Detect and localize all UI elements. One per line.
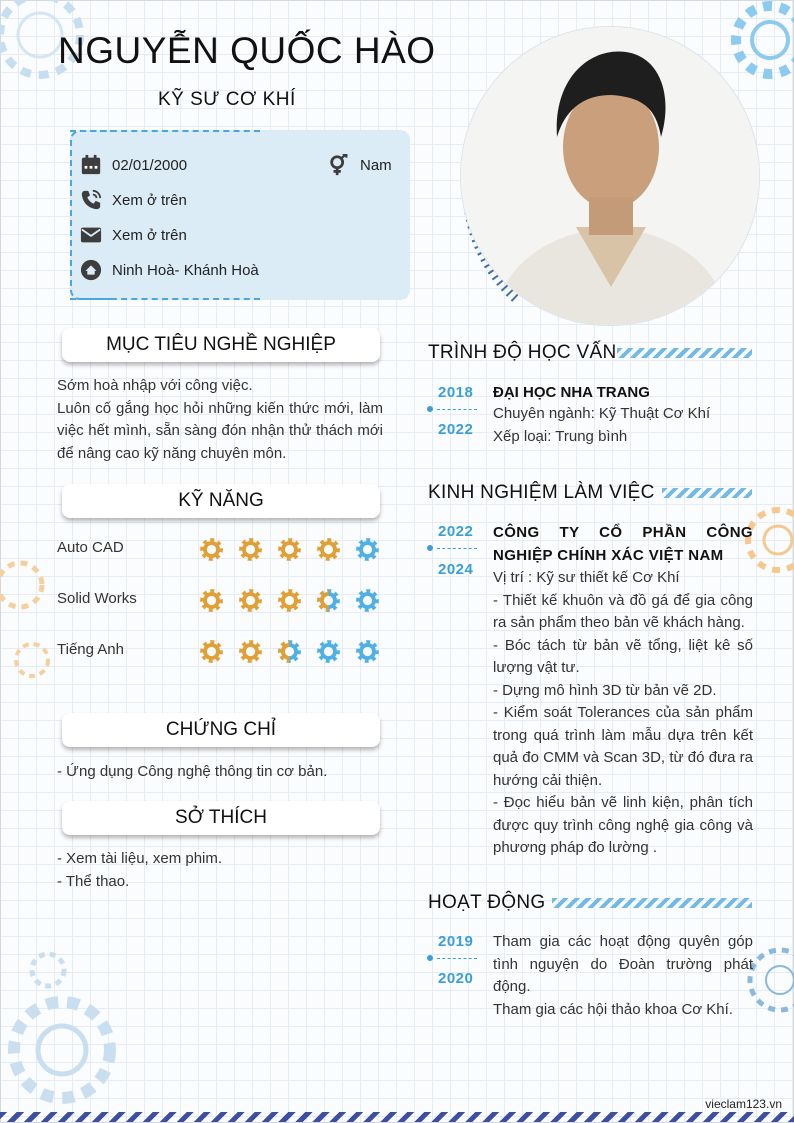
gender-row <box>328 154 392 176</box>
timeline-dot <box>427 545 433 551</box>
profile-photo <box>460 26 760 326</box>
site-watermark: vieclam123.vn <box>705 1097 782 1111</box>
job-position: Vị trí : Kỹ sư thiết kế Cơ Khí <box>493 569 680 586</box>
envelope-icon <box>80 224 102 246</box>
section-stripe <box>662 488 752 498</box>
gear-rating-icon <box>315 536 342 563</box>
experience-start-year: 2022 <box>438 523 474 540</box>
dob-value: 02/01/2000 <box>112 156 188 174</box>
email-value: Xem ở trên <box>112 226 187 244</box>
address-value: Ninh Hoà- Khánh Hoà <box>112 261 259 279</box>
skill-rating <box>198 536 381 563</box>
timeline-dash <box>437 409 477 410</box>
experience-end-year: 2024 <box>438 561 474 578</box>
activities-end-year: 2020 <box>438 970 474 987</box>
calendar-icon <box>80 154 102 176</box>
duty-item: - Dựng mô hình 3D từ bản vẽ 2D. <box>493 681 717 699</box>
gear-rating-icon <box>198 536 225 563</box>
hobby-item: - Thể thao. <box>57 872 130 890</box>
education-end-year: 2022 <box>438 421 474 438</box>
section-title-objective: MỤC TIÊU NGHỀ NGHIỆP <box>62 328 380 362</box>
section-stripe <box>617 348 752 358</box>
duty-item: - Kiểm soát Tolerances của sản phẩm trong quá trình làm mẫu dựa trên kết quả đo CMM và Scan 3D, từ đó đưa ra hướng cải thiện. <box>493 704 753 789</box>
job-title: KỸ SƯ CƠ KHÍ <box>158 89 296 110</box>
background-gear-icon <box>0 550 60 690</box>
skill-rating <box>198 638 381 665</box>
objective-text <box>57 375 383 465</box>
timeline-dot <box>427 406 433 412</box>
bottom-stripe <box>0 1112 794 1122</box>
gear-rating-icon <box>354 536 381 563</box>
skill-name: Tiếng Anh <box>57 641 124 658</box>
gear-rating-icon <box>198 587 225 614</box>
contact-box-border <box>70 298 260 302</box>
objective-line: Sớm hoà nhập với công việc. <box>57 377 253 394</box>
education-start-year: 2018 <box>438 384 474 401</box>
duty-item: - Thiết kế khuôn và đồ gá để gia công ra sản phẩm theo bản vẽ khách hàng. <box>493 591 753 631</box>
gear-rating-icon <box>276 587 303 614</box>
objective-line: Luôn cố gắng học hỏi những kiến thức mới, làm việc hết mình, sẵn sàng đón nhận thử thách mới để nâng cao kỹ năng chuyên môn. <box>57 399 383 462</box>
duty-item: - Đọc hiểu bản vẽ linh kiện, phân tích được quy trình công nghệ gia công và phương pháp đo lường . <box>493 794 753 856</box>
skill-name: Solid Works <box>57 590 137 607</box>
section-title-experience: KINH NGHIỆM LÀM VIỆC <box>428 482 655 503</box>
company-name: CÔNG TY CỔ PHẦN CÔNG NGHIỆP CHÍNH XÁC VIỆT NAM <box>493 524 753 564</box>
home-icon <box>80 259 102 281</box>
gear-rating-icon <box>276 638 303 665</box>
duty-item: - Bóc tách từ bản vẽ tổng, liệt kê số lượng vật tư. <box>493 636 753 676</box>
skill-name: Auto CAD <box>57 539 124 556</box>
activity-item: Tham gia các hoạt động quyên góp tình nguyện do Đoàn trường phát động. <box>493 933 753 995</box>
experience-details <box>493 567 753 860</box>
hobby-item: - Xem tài liệu, xem phim. <box>57 850 223 867</box>
activities-text <box>493 931 753 1021</box>
section-stripe <box>552 898 752 908</box>
education-major: Chuyên ngành: Kỹ Thuật Cơ Khí <box>493 405 711 422</box>
phone-icon <box>80 189 102 211</box>
activity-item: Tham gia các hội thảo khoa Cơ Khí. <box>493 1000 733 1018</box>
profile-photo-image <box>461 27 759 325</box>
email-row <box>80 224 187 246</box>
phone-value: Xem ở trên <box>112 191 187 209</box>
background-gear-icon <box>0 940 130 1110</box>
gear-rating-icon <box>237 587 264 614</box>
timeline-dash <box>437 548 477 549</box>
education-grade: Xếp loại: Trung bình <box>493 428 628 445</box>
timeline-dash <box>437 958 477 959</box>
activities-start-year: 2019 <box>438 933 474 950</box>
gear-rating-icon <box>354 587 381 614</box>
gear-rating-icon <box>315 587 342 614</box>
gear-rating-icon <box>237 638 264 665</box>
section-title-hobbies: SỞ THÍCH <box>62 801 380 835</box>
contact-box-border <box>70 130 260 134</box>
gear-rating-icon <box>354 638 381 665</box>
section-title-skills: KỸ NĂNG <box>62 484 380 518</box>
section-title-education: TRÌNH ĐỘ HỌC VẤN <box>428 342 617 363</box>
skill-rating <box>198 587 381 614</box>
gear-rating-icon <box>315 638 342 665</box>
section-title-activities: HOẠT ĐỘNG <box>428 892 546 913</box>
gender-icon <box>328 154 350 176</box>
section-title-certificates: CHỨNG CHỈ <box>62 713 380 747</box>
gear-rating-icon <box>276 536 303 563</box>
timeline-dot <box>427 955 433 961</box>
gear-rating-icon <box>198 638 225 665</box>
gear-rating-icon <box>237 536 264 563</box>
dob-row <box>80 154 187 176</box>
phone-row <box>80 189 187 211</box>
candidate-name: NGUYỄN QUỐC HÀO <box>58 30 436 71</box>
hobbies-list <box>57 848 222 893</box>
school-name: ĐẠI HỌC NHA TRANG <box>493 384 650 401</box>
gender-value: Nam <box>360 156 392 174</box>
certificate-item: - Ứng dụng Công nghệ thông tin cơ bản. <box>57 763 328 780</box>
address-row <box>80 259 259 281</box>
